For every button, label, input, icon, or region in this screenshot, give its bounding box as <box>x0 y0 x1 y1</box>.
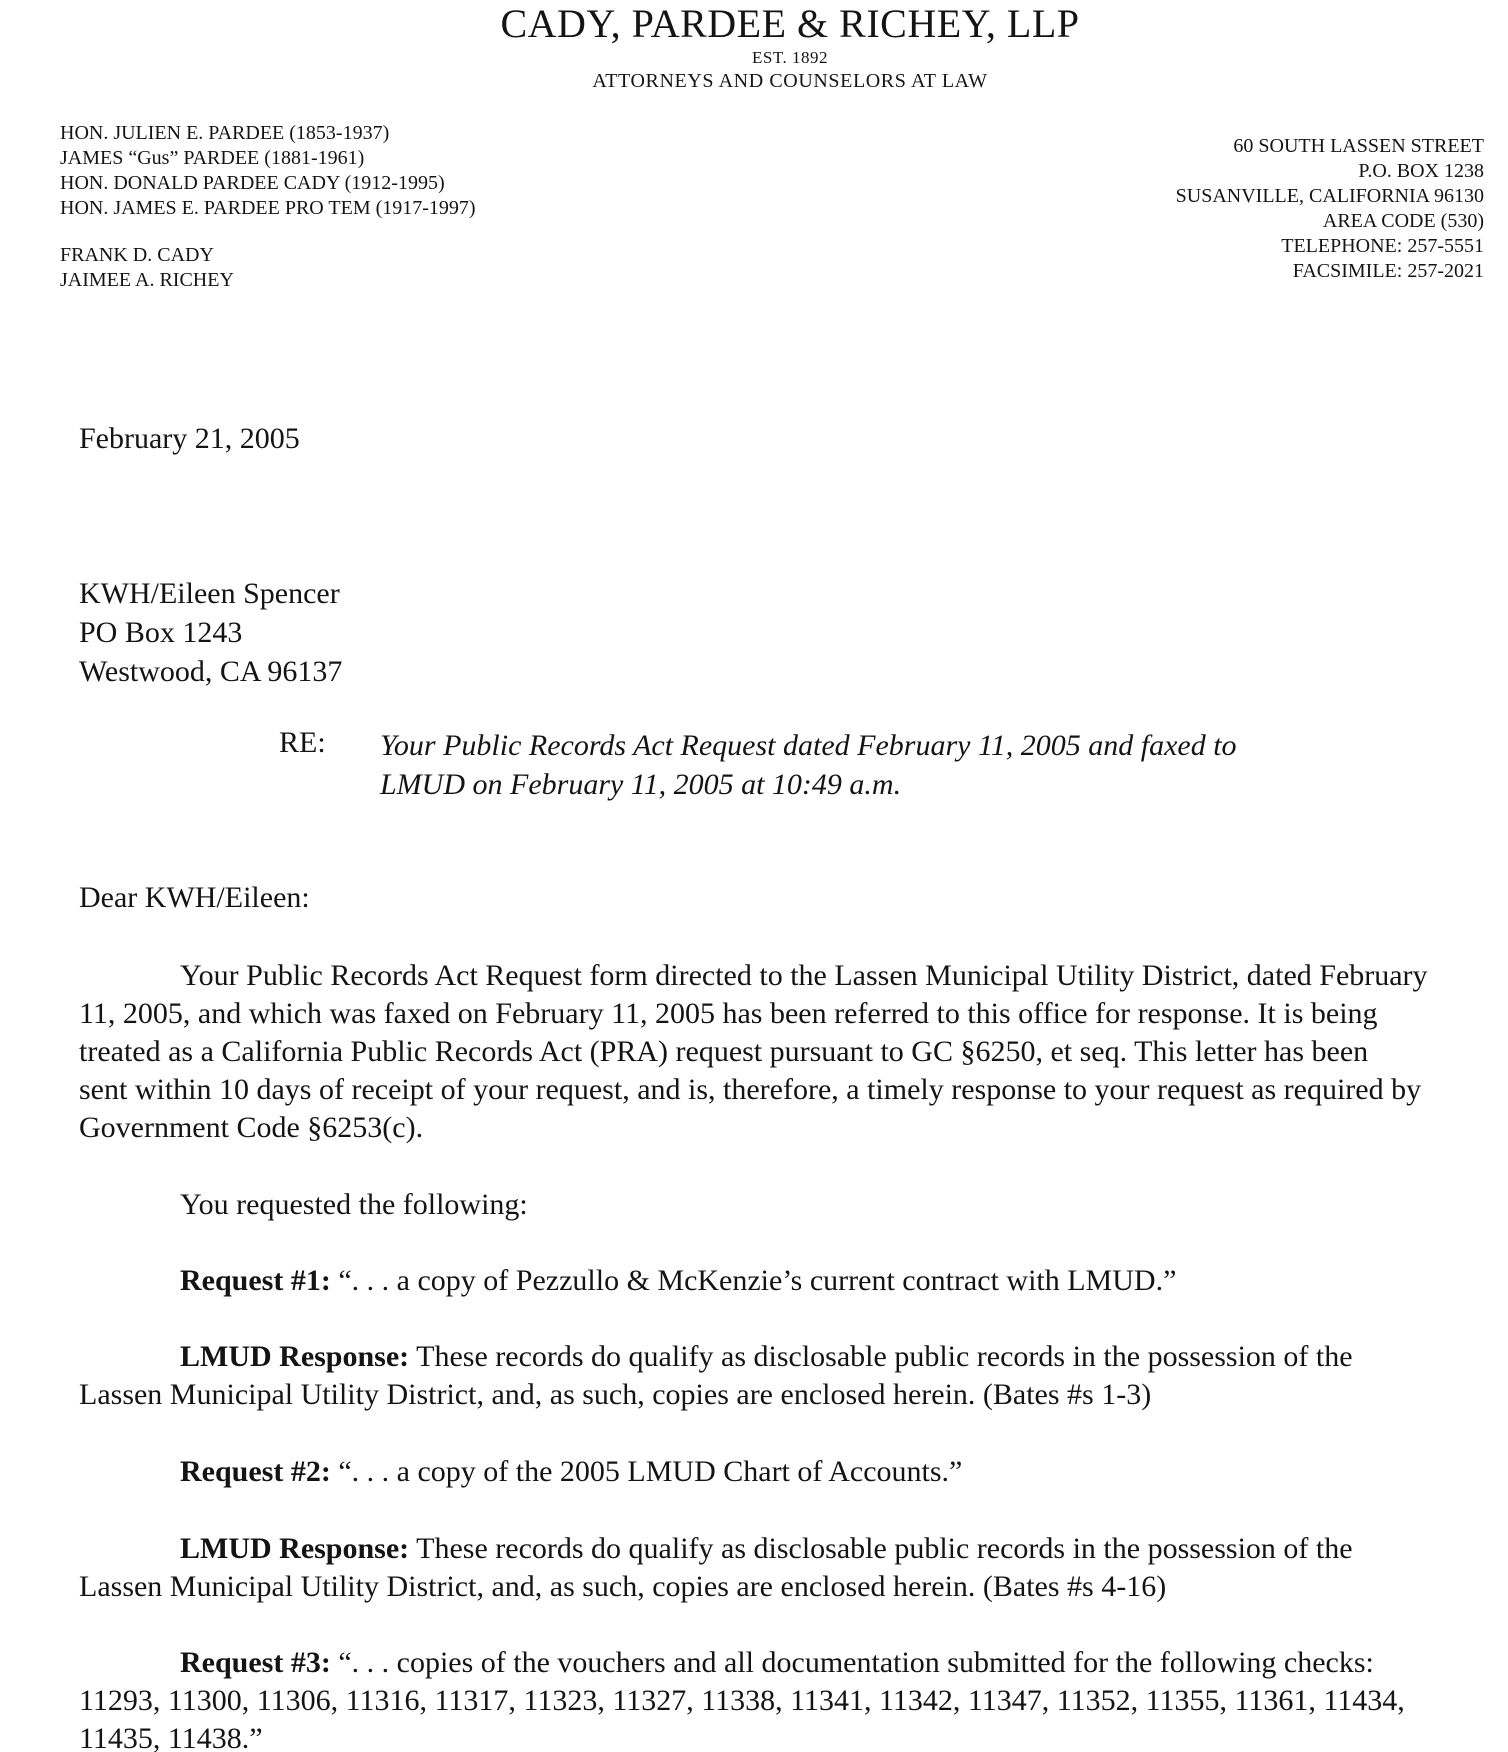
firm-name: CADY, PARDEE & RICHEY, LLP <box>500 1 1080 46</box>
request-label: Request #1: <box>180 1264 331 1297</box>
response-label: LMUD Response: <box>180 1532 410 1565</box>
address-line: FACSIMILE: 257-2021 <box>1292 260 1484 282</box>
paragraph-line: Your Public Records Act Request form directed to the Lassen Municipal Utility District, dated February <box>180 959 1428 992</box>
firm-tagline: ATTORNEYS AND COUNSELORS AT LAW <box>592 70 988 92</box>
request-2 <box>79 1453 962 1491</box>
response-text: These records do qualify as disclosable public records in the possession of the <box>409 1532 1353 1565</box>
recipient-line: KWH/Eileen Spencer <box>79 577 340 610</box>
letter-date: February 21, 2005 <box>79 422 300 455</box>
address-line: P.O. BOX 1238 <box>1358 160 1484 182</box>
paragraph-line: 11, 2005, and which was faxed on February 11, 2005 has been referred to this office for response. It is being <box>79 997 1378 1030</box>
request-line <box>79 1644 1405 1682</box>
firm-address <box>1176 134 1484 284</box>
historic-partner: HON. DONALD PARDEE CADY (1912-1995) <box>60 172 445 194</box>
request-label: Request #2: <box>180 1455 331 1488</box>
request-3 <box>79 1644 1405 1752</box>
request-line <box>79 1453 962 1491</box>
current-partner: JAIMEE A. RICHEY <box>60 269 234 291</box>
historic-partner: HON. JAMES E. PARDEE PRO TEM (1917-1997) <box>60 197 476 219</box>
recipient-block <box>79 574 342 691</box>
response-2 <box>79 1530 1353 1606</box>
paragraph-line: sent within 10 days of receipt of your request, and is, therefore, a timely response to your request as required by <box>79 1073 1422 1106</box>
re-subject-line: LMUD on February 11, 2005 at 10:49 a.m. <box>380 768 902 801</box>
paragraph-line: You requested the following: <box>180 1188 528 1221</box>
response-1 <box>79 1338 1353 1414</box>
re-subject-line: Your Public Records Act Request dated February 11, 2005 and faxed to <box>380 729 1237 762</box>
response-line: Lassen Municipal Utility District, and, as such, copies are enclosed herein. (Bates #s 4-16) <box>79 1570 1167 1603</box>
established-year: EST. 1892 <box>752 48 828 67</box>
address-line: AREA CODE (530) <box>1322 210 1484 232</box>
request-line: 11293, 11300, 11306, 11316, 11317, 11323, 11327, 11338, 11341, 11342, 11347, 11352, 11355, 11361, 11434, <box>79 1684 1405 1717</box>
response-line <box>79 1530 1353 1568</box>
intro-paragraph <box>79 957 1428 1147</box>
address-line: TELEPHONE: 257-5551 <box>1281 235 1484 257</box>
recipient-line: PO Box 1243 <box>79 616 243 649</box>
historic-partner: HON. JULIEN E. PARDEE (1853-1937) <box>60 122 390 144</box>
address-line: SUSANVILLE, CALIFORNIA 96130 <box>1175 185 1484 207</box>
response-text: These records do qualify as disclosable public records in the possession of the <box>409 1340 1353 1373</box>
current-partner: FRANK D. CADY <box>60 244 214 266</box>
request-1 <box>79 1262 1176 1300</box>
request-text: “. . . a copy of the 2005 LMUD Chart of Accounts.” <box>330 1455 963 1488</box>
address-line: 60 SOUTH LASSEN STREET <box>1233 135 1484 157</box>
partners-gap <box>60 221 476 243</box>
re-label: RE: <box>279 726 326 759</box>
request-text: “. . . copies of the vouchers and all documentation submitted for the following checks: <box>330 1646 1374 1679</box>
response-line <box>79 1338 1353 1376</box>
re-subject <box>380 726 1237 804</box>
historic-partner: JAMES “Gus” PARDEE (1881-1961) <box>60 147 365 169</box>
paragraph-line: treated as a California Public Records Act (PRA) request pursuant to GC §6250, et seq. This letter has been <box>79 1035 1369 1068</box>
paragraph-line: Government Code §6253(c). <box>79 1111 424 1144</box>
request-line: 11435, 11438.” <box>79 1722 263 1752</box>
salutation: Dear KWH/Eileen: <box>79 881 310 914</box>
partners-list <box>60 121 476 293</box>
recipient-line: Westwood, CA 96137 <box>79 655 343 688</box>
request-label: Request #3: <box>180 1646 331 1679</box>
response-label: LMUD Response: <box>180 1340 410 1373</box>
request-text: “. . . a copy of Pezzullo & McKenzie’s current contract with LMUD.” <box>330 1264 1177 1297</box>
request-line <box>79 1262 1176 1300</box>
response-line: Lassen Municipal Utility District, and, as such, copies are enclosed herein. (Bates #s 1-3) <box>79 1378 1152 1411</box>
requested-intro <box>79 1186 528 1224</box>
